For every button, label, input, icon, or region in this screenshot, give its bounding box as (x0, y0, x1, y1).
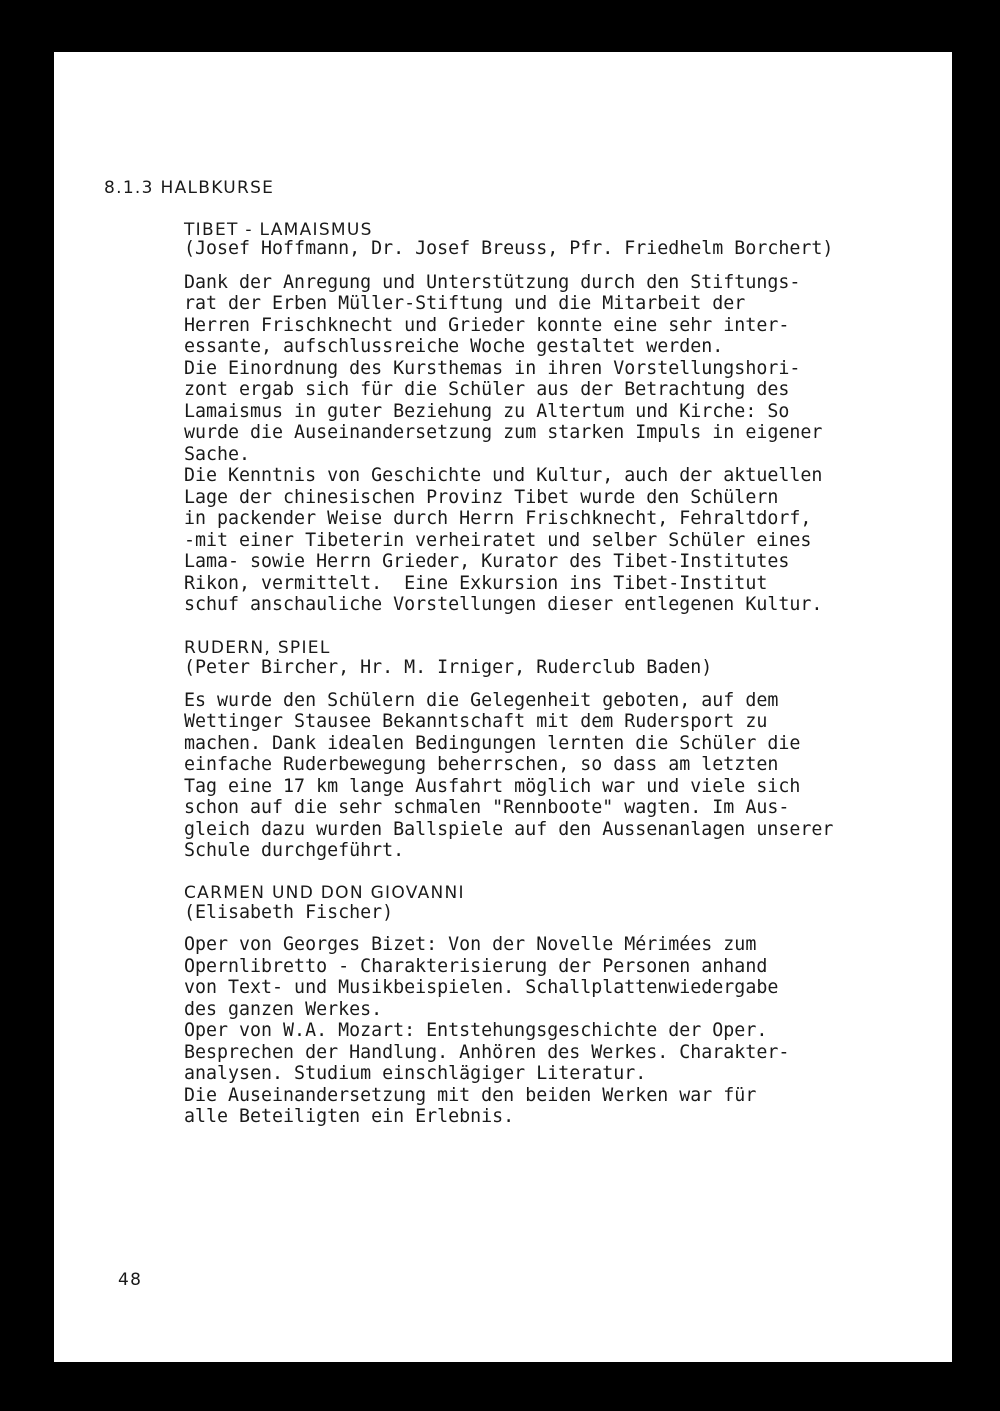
body-line: essante, aufschlussreiche Woche gestaltet werden. (184, 336, 724, 357)
document-page (54, 52, 952, 1362)
body-line: Lamaismus in guter Beziehung zu Altertum und Kirche: So (184, 401, 790, 422)
section-heading (104, 178, 274, 198)
body-line: Lama- sowie Herrn Grieder, Kurator des Tibet-Institutes (184, 551, 790, 572)
body-line: Lage der chinesischen Provinz Tibet wurde den Schülern (184, 487, 779, 508)
course-instructors: (Peter Bircher, Hr. M. Irniger, Ruderclub Baden) (184, 657, 713, 678)
body-line: machen. Dank idealen Bedingungen lernten die Schüler die (184, 733, 801, 754)
body-line: Die Kenntnis von Geschichte und Kultur, auch der aktuellen (184, 465, 823, 486)
course-instructors: (Elisabeth Fischer) (184, 902, 394, 923)
body-line: -mit einer Tibeterin verheiratet und selber Schüler eines (184, 530, 812, 551)
body-line: Sache. (184, 444, 251, 465)
body-line: Schule durchgeführt. (184, 840, 405, 861)
body-line: in packender Weise durch Herrn Frischknecht, Fehraltdorf, (184, 508, 812, 529)
course-title: RUDERN, SPIEL (184, 638, 331, 658)
body-line: Dank der Anregung und Unterstützung durch den Stiftungs- (184, 272, 801, 293)
body-line: von Text- und Musikbeispielen. Schallplattenwiedergabe (184, 977, 779, 998)
body-line: Herren Frischknecht und Grieder konnte eine sehr inter- (184, 315, 790, 336)
page-number: 48 (118, 1270, 143, 1290)
body-line: Es wurde den Schülern die Gelegenheit geboten, auf dem (184, 690, 779, 711)
body-line: rat der Erben Müller-Stiftung und die Mitarbeit der (184, 293, 746, 314)
course-title: CARMEN UND DON GIOVANNI (184, 883, 465, 903)
body-line: schon auf die sehr schmalen "Rennboote" wagten. Im Aus- (184, 797, 790, 818)
body-line: wurde die Auseinandersetzung zum starken Impuls in eigener (184, 422, 823, 443)
body-line: zont ergab sich für die Schüler aus der Betrachtung des (184, 379, 790, 400)
body-line: Die Auseinandersetzung mit den beiden Werken war für (184, 1085, 757, 1106)
section-title: HALBKURSE (160, 178, 275, 198)
body-line: Tag eine 17 km lange Ausfahrt möglich war und viele sich (184, 776, 801, 797)
body-line: Oper von Georges Bizet: Von der Novelle Mérimées zum (184, 934, 757, 955)
section-number: 8.1.3 (104, 178, 154, 198)
body-line: des ganzen Werkes. (184, 999, 383, 1020)
body-line: Opernlibretto - Charakterisierung der Personen anhand (184, 956, 768, 977)
body-line: analysen. Studium einschlägiger Literatur. (184, 1063, 647, 1084)
course-instructors: (Josef Hoffmann, Dr. Josef Breuss, Pfr. Friedhelm Borchert) (184, 238, 834, 259)
body-line: schuf anschauliche Vorstellungen dieser entlegenen Kultur. (184, 594, 823, 615)
body-line: Wettinger Stausee Bekanntschaft mit dem Rudersport zu (184, 711, 768, 732)
body-line: einfache Ruderbewegung beherrschen, so dass am letzten (184, 754, 779, 775)
body-line: Oper von W.A. Mozart: Entstehungsgeschichte der Oper. (184, 1020, 768, 1041)
body-line: Rikon, vermittelt. Eine Exkursion ins Tibet-Institut (184, 573, 768, 594)
body-line: alle Beteiligten ein Erlebnis. (184, 1106, 515, 1127)
course-title: TIBET - LAMAISMUS (184, 220, 373, 240)
body-line: Die Einordnung des Kursthemas in ihren Vorstellungshori- (184, 358, 801, 379)
body-line: Besprechen der Handlung. Anhören des Werkes. Charakter- (184, 1042, 790, 1063)
body-line: gleich dazu wurden Ballspiele auf den Aussenanlagen unserer (184, 819, 834, 840)
